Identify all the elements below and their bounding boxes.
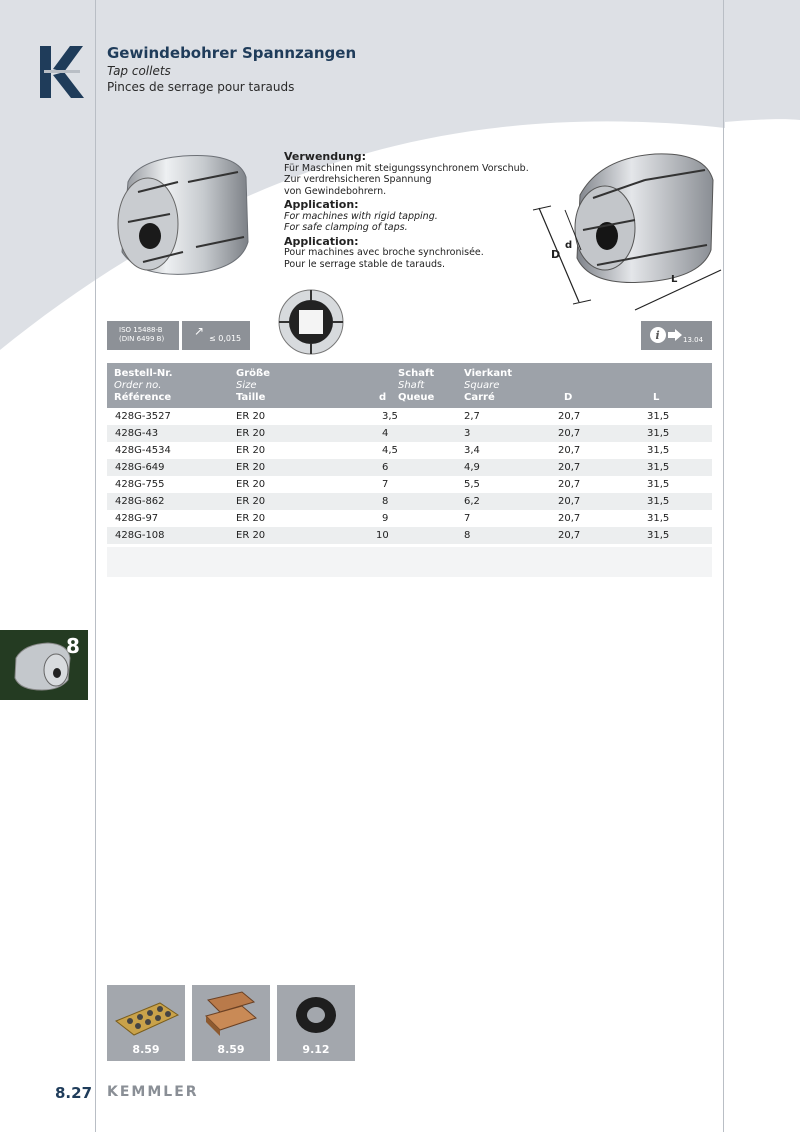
cell-size: ER 20 (236, 496, 266, 507)
usage-german-line: Für Maschinen mit steigungssynchronem Vorschub. (284, 162, 529, 174)
clamping-nut-icon (291, 993, 341, 1037)
cell-D: 20,7 (558, 513, 581, 524)
table-header (107, 363, 712, 408)
cell-square: 3 (464, 428, 471, 439)
cell-L: 31,5 (647, 479, 670, 490)
cell-L: 31,5 (647, 411, 670, 422)
col-d-header: d (379, 392, 387, 403)
col-D-header: D (564, 392, 573, 403)
cell-size: ER 20 (236, 445, 266, 456)
usage-english-line: For safe clamping of taps. (284, 222, 408, 233)
cell-square: 8 (464, 530, 471, 541)
cell-shaft: 4 (382, 428, 389, 439)
cell-shaft: 9 (382, 513, 389, 524)
cell-D: 20,7 (558, 479, 581, 490)
cell-size: ER 20 (236, 462, 266, 473)
runout-badge (182, 321, 250, 350)
usage-english-heading: Application: (284, 198, 359, 211)
related-product-clamping-nut[interactable] (277, 985, 355, 1061)
collet-photo (108, 152, 258, 277)
table-row[interactable] (107, 425, 712, 442)
cell-square: 5,5 (464, 479, 480, 490)
cell-size: ER 20 (236, 428, 266, 439)
usage-german (284, 151, 529, 270)
page-title: Gewindebohrer Spannzangen (107, 44, 357, 62)
related-product-collet-set[interactable] (107, 985, 185, 1061)
usage-english-line: For machines with rigid tapping. (284, 210, 438, 222)
usage-german-heading: Verwendung: (284, 150, 367, 163)
iso-line-1: ISO 15488-B (119, 326, 163, 334)
cell-square: 4,9 (464, 462, 480, 473)
col-L-header: L (653, 392, 660, 403)
cell-D: 20,7 (558, 428, 581, 439)
cell-size: ER 20 (236, 411, 266, 422)
cell-L: 31,5 (647, 428, 670, 439)
cell-L: 31,5 (647, 530, 670, 541)
cell-shaft: 6 (382, 462, 389, 473)
table-row[interactable] (107, 459, 712, 476)
cell-D: 20,7 (558, 462, 581, 473)
cell-shaft: 4,5 (382, 445, 398, 456)
page-number: 8.27 (55, 1084, 93, 1102)
cell-order: 428G-108 (115, 530, 165, 541)
cell-D: 20,7 (558, 530, 581, 541)
cell-size: ER 20 (236, 479, 266, 490)
table-row[interactable] (107, 527, 712, 544)
iso-standard-badge (107, 321, 179, 350)
cell-order: 428G-97 (115, 513, 159, 524)
info-reference-badge[interactable] (641, 321, 712, 350)
iso-line-2: (DIN 6499 B) (119, 335, 165, 343)
cell-order: 428G-649 (115, 462, 165, 473)
wooden-case-icon (202, 990, 260, 1038)
col-size-header: Größe Size Taille (236, 368, 270, 403)
usage-german-line: Zur verdrehsicheren Spannung (284, 174, 432, 185)
collet-front-view (276, 288, 346, 356)
cell-L: 31,5 (647, 445, 670, 456)
cell-shaft: 7 (382, 479, 389, 490)
cell-D: 20,7 (558, 411, 581, 422)
brand-name: KEMMLER (107, 1084, 199, 1100)
table-body (107, 408, 712, 544)
arrow-right-icon (668, 329, 682, 341)
cell-L: 31,5 (647, 496, 670, 507)
subtitle-french: Pinces de serrage pour tarauds (107, 80, 295, 94)
dim-label-D: D (551, 248, 561, 261)
cell-size: ER 20 (236, 530, 266, 541)
table-footer-spacer (107, 547, 712, 577)
col-shaft-header: Schaft Shaft Queue (398, 368, 435, 403)
info-reference-number: 13.04 (683, 336, 704, 344)
usage-french-line: Pour machines avec broche synchronisée. (284, 247, 484, 258)
dim-label-L: L (671, 274, 678, 285)
chapter-number: 8 (66, 634, 80, 658)
runout-arrow-icon: ↗ (194, 324, 205, 338)
runout-value: ≤ 0,015 (209, 334, 242, 343)
info-icon (649, 326, 667, 344)
table-row[interactable] (107, 476, 712, 493)
col-order-header: Bestell-Nr. Order no. Référence (114, 368, 173, 403)
table-row[interactable] (107, 510, 712, 527)
cell-order: 428G-755 (115, 479, 165, 490)
cell-square: 7 (464, 513, 471, 524)
cell-order: 428G-43 (115, 428, 159, 439)
cell-L: 31,5 (647, 513, 670, 524)
kemmler-k-logo (40, 46, 84, 98)
cell-shaft: 10 (376, 530, 389, 541)
cell-square: 6,2 (464, 496, 480, 507)
usage-french-heading: Application: (284, 234, 359, 248)
cell-order: 428G-862 (115, 496, 165, 507)
related-product-wooden-case[interactable] (192, 985, 270, 1061)
cell-L: 31,5 (647, 462, 670, 473)
usage-french-line: Pour le serrage stable de tarauds. (284, 258, 446, 270)
cell-D: 20,7 (558, 445, 581, 456)
related-ref: 9.12 (302, 1043, 330, 1056)
cell-D: 20,7 (558, 496, 581, 507)
chapter-collet-thumbnail (10, 640, 72, 692)
cell-square: 3,4 (464, 445, 480, 456)
cell-order: 428G-3527 (115, 411, 171, 422)
usage-german-line: von Gewindebohrern. (284, 185, 387, 197)
product-table (107, 363, 712, 544)
cell-shaft: 8 (382, 496, 389, 507)
subtitle-english: Tap collets (107, 64, 171, 78)
cell-order: 428G-4534 (115, 445, 171, 456)
dim-label-d: d (565, 240, 573, 251)
table-row[interactable] (107, 493, 712, 510)
cell-shaft: 3,5 (382, 411, 398, 422)
left-guide-line (95, 0, 96, 1132)
cell-size: ER 20 (236, 513, 266, 524)
svg-text:i: i (655, 329, 660, 342)
related-ref: 8.59 (132, 1043, 160, 1056)
collet-rack-icon (112, 993, 180, 1037)
table-row[interactable] (107, 408, 712, 425)
col-square-header: Vierkant Square Carré (464, 368, 513, 403)
cell-square: 2,7 (464, 411, 480, 422)
related-ref: 8.59 (217, 1043, 245, 1056)
table-row[interactable] (107, 442, 712, 459)
collet-dimension-drawing (525, 150, 725, 318)
